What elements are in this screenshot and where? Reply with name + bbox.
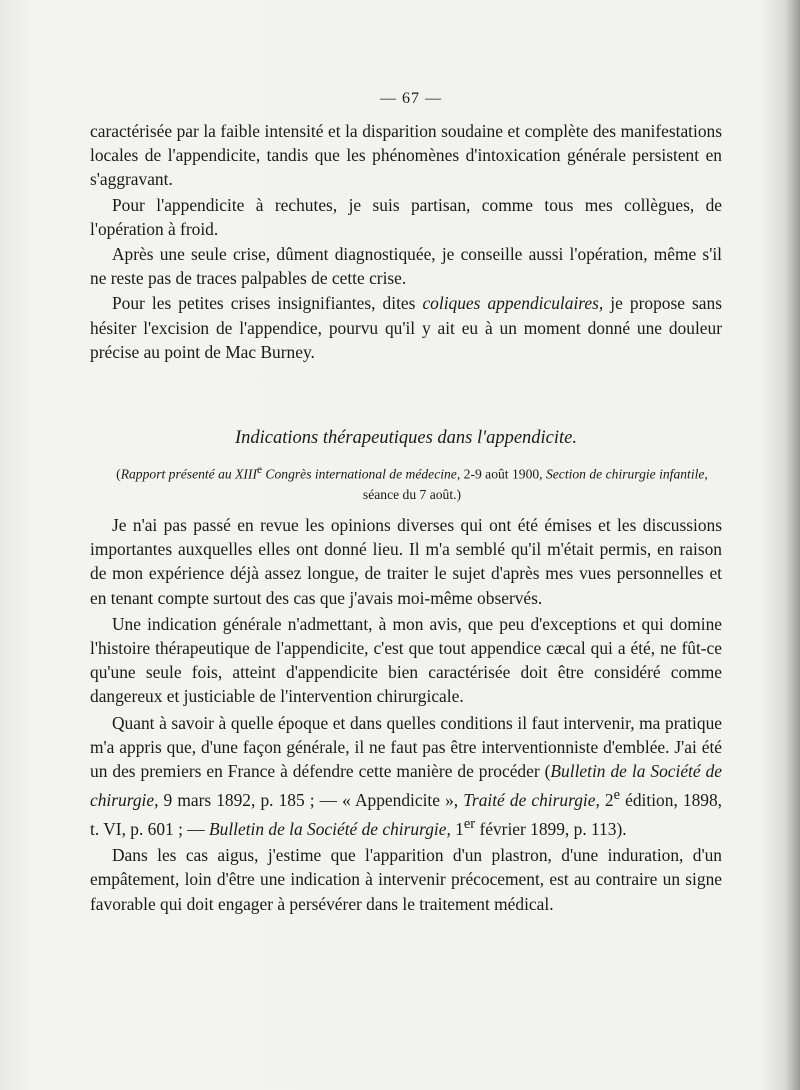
page-number: — 67 — [380,90,442,107]
text-run: 2 [599,790,614,811]
italic-term: coliques appendiculaires, [422,293,604,314]
superscript: er [463,816,476,833]
text-run: édition, 1898, t. VI, p. 601 ; — [90,790,723,840]
text-run: ( [116,466,121,482]
italic-reference: Traité de chirurgie, [463,790,600,811]
citation-congres: Congrès international de médecine, [262,466,461,482]
text-run: 9 mars 1892, p. 185 ; — « Appendicite », [158,790,464,811]
citation-seance: séance du 7 août.) [362,486,462,502]
paragraph [90,291,722,364]
citation-dates: 2-9 août 1900, [460,466,546,482]
paragraph: caractérisée par la faible intensité et la disparition soudaine et complète des manifestations locales de l'appendicite, tandis que les phénomènes d'intoxication générale persistent en s'aggravant. [90,121,722,190]
superscript: e [257,464,263,476]
text-run: Pour les petites crises insignifiantes, dites [112,293,423,314]
citation-rapport: Rapport présenté au XIII [120,466,257,482]
paragraph: Dans les cas aigus, j'estime que l'apparition d'un plastron, d'une induration, d'un empâtement, loin d'être une indication à intervenir précocement, est au contraire un signe favorable qui doit engager à persévérer dans le traitement médical. [90,845,722,914]
paragraph: Pour l'appendicite à rechutes, je suis partisan, comme tous mes collègues, de l'opération à froid. [90,194,722,239]
paragraph: Je n'ai pas passé en revue les opinions diverses qui ont été émises et les discussions importantes auxquelles elles ont donné lieu. Il m'a semblé qu'il m'était permis, en raison de mon expérience déjà assez longue, de traiter le sujet d'après mes vues personnelles et en tenant compte surtout des cas que j'avais moi-même observés. [90,515,722,608]
citation-note [112,460,712,505]
italic-reference: Bulletin de la Société de chirurgie, [209,819,451,840]
paragraph [90,711,722,842]
citation-section: Section de chirurgie infantile, [545,466,708,482]
superscript: e [613,787,621,804]
text-run: Quant à savoir à quelle époque et dans quelles conditions il faut intervenir, ma pratique m'a appris que, d'une façon générale, il ne faut pas être interventionniste d'emblée. J'ai été un des premiers en France à défendre cette manière de procéder ( [90,712,722,782]
main-text-block [90,513,722,916]
text-run: je propose sans hésiter l'excision de l'appendice, pourvu qu'il y ait eu à un moment donné une douleur précise au point de Mac Burney. [90,293,722,362]
text-run: février 1899, p. 113). [475,819,627,840]
section-title: Indications thérapeutiques dans l'appendicite. [234,428,578,448]
text-run: 1 [450,819,464,840]
paragraph: Une indication générale n'admettant, à mon avis, que peu d'exceptions et qui domine l'histoire thérapeutique de l'appendicite, c'est que tout appendice cæcal qui a été, ne fût-ce qu'une seule fois, atteint d'appendicite bien caractérisée doit être considéré comme dangereux et justiciable de l'intervention chirurgicale. [90,613,722,707]
paragraph: Après une seule crise, dûment diagnostiquée, je conseille aussi l'opération, même s'il ne reste pas de traces palpables de cette crise. [90,244,722,289]
italic-reference: Bulletin de la Société de chirurgie, [90,761,722,811]
intro-text-block [90,119,722,364]
